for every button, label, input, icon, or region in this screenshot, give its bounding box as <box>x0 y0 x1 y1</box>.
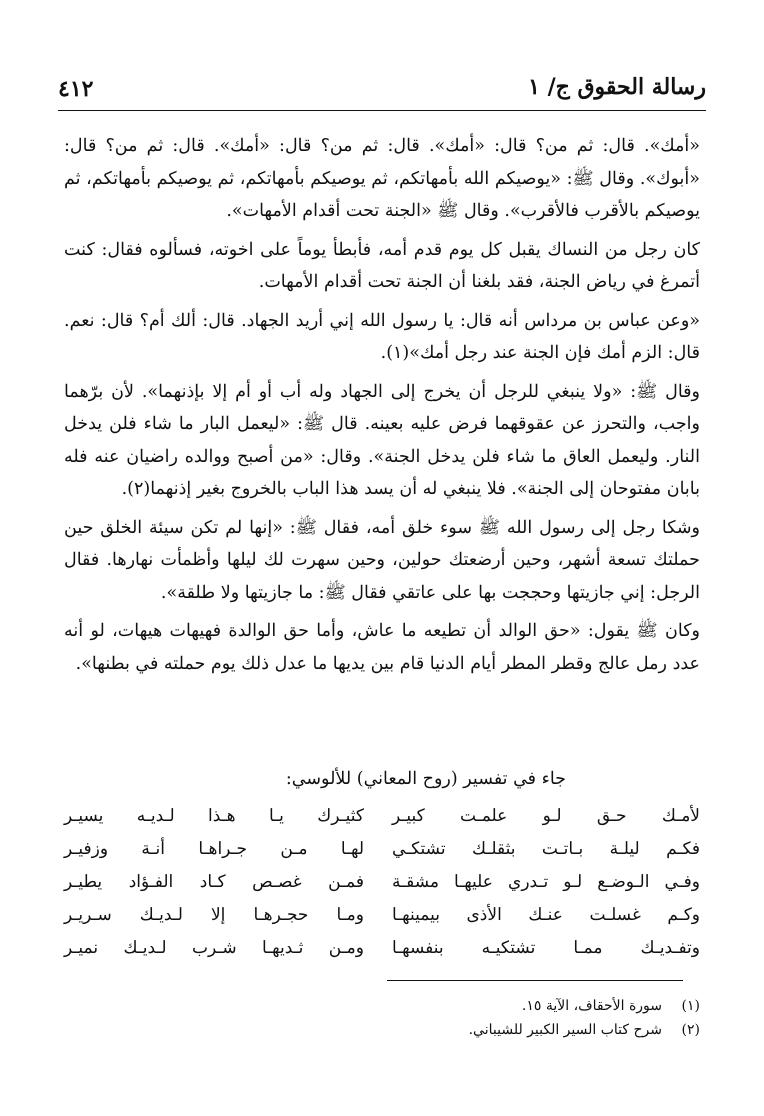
page-header <box>58 62 706 112</box>
header-rule <box>58 110 706 111</box>
verse-second-hemistich: فمـن غصـص كـاد الفـؤاد يطيـر <box>64 872 364 892</box>
verse <box>64 806 700 839</box>
paragraph-1: «أمك». قال: ثم من؟ قال: «أمك». قال: ثم من؟ قال: «أمك». قال: ثم من؟ قال: «أبوك». وقال ﷺ: «يوصيكم الله بأمهاتكم، ثم يوصيكم بأمهاتكم، ثم يوصيكم بأمهاتكم، ثم يوصيكم بالأقرب فالأقرب». وقال ﷺ «الجنة تحت أقدام الأمهات». <box>64 136 700 221</box>
verse-second-hemistich: ومـن ثـديهـا شـرب لـديـك نميـر <box>64 938 364 958</box>
verse-first-hemistich: وفـي الـوضـع لـو تـدري عليهـا مشقـة <box>392 872 700 892</box>
main-text <box>64 130 700 686</box>
verse-second-hemistich: ومـا حجـرهـا إلا لـديـك سـريـر <box>64 905 364 925</box>
footnote-rule <box>387 980 683 981</box>
paragraph-3: «وعن عباس بن مرداس أنه قال: يا رسول الله إني أريد الجهاد. قال: ألك أم؟ قال: نعم. قال: الزم أمك فإن الجنة عند رجل أمك»(١). <box>64 310 700 363</box>
paragraph-6: وكان ﷺ يقول: «حق الوالد أن تطيعه ما عاش، وأما حق الوالدة فهيهات هيهات، لو أنه عدد رمل عالج وقطر المطر أيام الدنيا قام بين يديها ما عدل ذلك يوم حملته في بطنها». <box>64 621 700 674</box>
footnote <box>469 994 700 1018</box>
verse-first-hemistich: وكـم غسلـت عنـك الأذى بيمينهـا <box>392 905 700 925</box>
verse <box>64 905 700 938</box>
paragraph-4: وقال ﷺ: «ولا ينبغي للرجل أن يخرج إلى الجهاد وله أب أو أم إلا بإذنهما». لأن برّهما واجب، والتحرز عن عقوقهما فرض عليه بعينه. قال ﷺ: «ليعمل البار ما شاء فلن يدخل النار. وليعمل العاق ما شاء فلن يدخل الجنة». وقال: «من أصبح ووالده راضيان عنه فله بابان مفتوحان إلى الجنة». فلا ينبغي له أن يسد هذا الباب بالخروج بغير إذنهما(٢). <box>64 381 700 499</box>
footnote-text: شرح كتاب السير الكبير للشيباني. <box>468 1022 662 1038</box>
verse-first-hemistich: وتفـديـك ممـا تشتكيـه بنفسهـا <box>392 938 700 958</box>
paragraph-5: وشكا رجل إلى رسول الله ﷺ سوء خلق أمه، فقال ﷺ: «إنها لم تكن سيئة الخلق حين حملتك تسعة أشهر، وحين أرضعتك حولين، وحين سهرت لك ليلها وأظمأت نهارها. فقال الرجل: إني جازيتها وحججت بها على عاتقي فقال ﷺ: ما جازيتها ولا طلقة». <box>64 517 700 603</box>
footnote <box>469 1018 700 1042</box>
verse <box>64 872 700 905</box>
verse-first-hemistich: لأمـك حـق لـو علمـت كبيـر <box>392 806 700 826</box>
footnote-number: (١) <box>681 998 700 1014</box>
poem <box>64 806 700 971</box>
verse-second-hemistich: كثيـرك يـا هـذا لـديـه يسيـر <box>64 806 364 826</box>
page-number: ٤١٢ <box>58 76 94 102</box>
verse-first-hemistich: فكـم ليلـة بـاتـت بثقلـك تشتكـي <box>392 839 700 859</box>
footnote-text: سورة الأحقاف، الآية ١٥. <box>521 998 662 1014</box>
footnotes <box>469 994 700 1042</box>
paragraph-2: كان رجل من النساك يقبل كل يوم قدم أمه، فأبطأ يوماً على اخوته، فسألوه فقال: كنت أتمرغ في رياض الجنة، فقد بلغنا أن الجنة تحت أقدام الأمهات. <box>64 239 700 292</box>
verse <box>64 839 700 872</box>
verse-second-hemistich: لهـا مـن جـراهـا أنـة وزفيـر <box>64 839 364 859</box>
footnote-number: (٢) <box>681 1022 700 1038</box>
verse <box>64 938 700 971</box>
poem-intro: جاء في تفسير (روح المعاني) للألوسي: <box>285 769 566 789</box>
running-title: رسالة الحقوق ج/ ١ <box>528 74 706 100</box>
